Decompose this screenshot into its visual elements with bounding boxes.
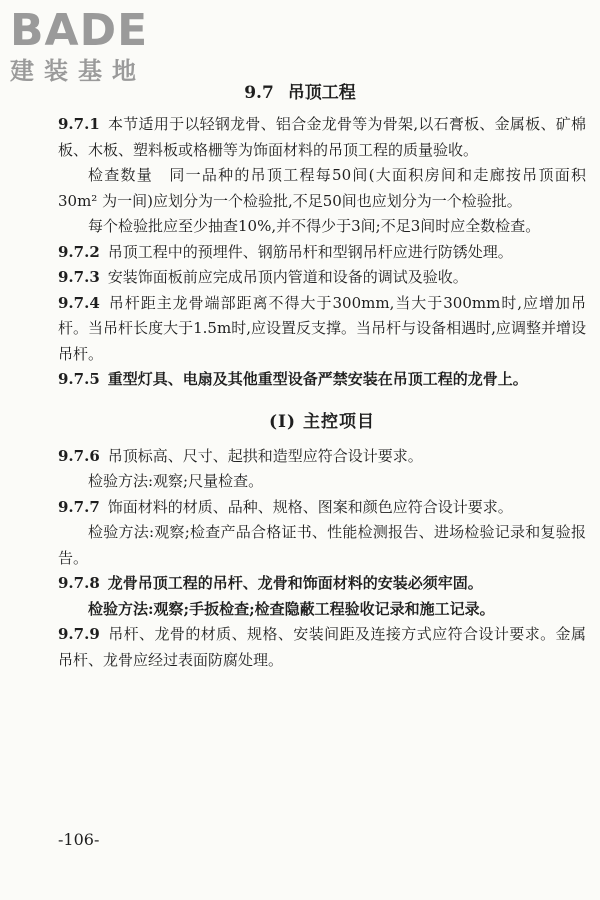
clause-9-7-7	[58, 495, 586, 521]
clause-number: 9.7.5	[58, 370, 100, 388]
section-title	[0, 78, 600, 103]
clause-9-7-4	[58, 291, 586, 368]
clause-text: 吊顶标高、尺寸、起拱和造型应符合设计要求。	[107, 446, 423, 465]
main-control-heading: (Ⅰ) 主控项目	[269, 411, 375, 432]
clause-9-7-8	[58, 571, 586, 597]
clause-text: 重型灯具、电扇及其他重型设备严禁安装在吊顶工程的龙骨上。	[107, 370, 528, 388]
clause-text: 吊顶工程中的预埋件、钢筋吊杆和型钢吊杆应进行防锈处理。	[107, 242, 513, 261]
clause-number: 9.7.4	[58, 293, 100, 312]
inspection-method	[58, 597, 586, 623]
section-number: 9.7	[244, 83, 274, 103]
clause-9-7-1	[58, 112, 586, 163]
inspection-method	[58, 520, 586, 571]
clause-number: 9.7.7	[58, 497, 100, 516]
clause-number: 9.7.9	[58, 625, 100, 643]
clause-9-7-9	[58, 622, 586, 673]
clause-text: 吊杆距主龙骨端部距离不得大于300mm,当大于300mm时,应增加吊杆。当吊杆长度大于1.5m时,应设置反支撑。当吊杆与设备相遇时,应调整并增设吊杆。	[58, 293, 586, 363]
clause-9-7-6	[58, 444, 586, 470]
clause-number: 9.7.2	[58, 242, 100, 261]
clause-text: 检验方法:观察;手扳检查;检查隐蔽工程验收记录和施工记录。	[88, 599, 495, 618]
clause-text: 安装饰面板前应完成吊顶内管道和设备的调试及验收。	[107, 268, 468, 286]
clause-number: 9.7.1	[58, 115, 100, 133]
clause-text: 吊杆、龙骨的材质、规格、安装间距及连接方式应符合设计要求。金属吊杆、龙骨应经过表面防腐处理。	[58, 625, 586, 669]
clause-9-7-5	[58, 367, 586, 393]
clause-text: 检验方法:观察;检查产品合格证书、性能检测报告、进场检验记录和复验报告。	[58, 523, 586, 567]
clause-text: 饰面材料的材质、品种、规格、图案和颜色应符合设计要求。	[107, 497, 513, 516]
inspection-quantity	[58, 163, 586, 214]
clause-number: 9.7.3	[58, 268, 100, 286]
clause-number: 9.7.6	[58, 446, 100, 465]
page-content	[58, 112, 586, 673]
clause-text: 检查数量 同一品种的吊顶工程每50间(大面积房间和走廊按吊顶面积30m² 为一间)应划分为一个检验批,不足50间也应划分为一个检验批。	[58, 166, 586, 210]
clause-text: 龙骨吊顶工程的吊杆、龙骨和饰面材料的安装必须牢固。	[107, 574, 483, 592]
clause-text: 本节适用于以轻钢龙骨、铝合金龙骨等为骨架,以石膏板、金属板、矿棉板、木板、塑料板或格栅等为饰面材料的吊顶工程的质量验收。	[58, 115, 586, 159]
clause-text: 每个检验批应至少抽查10%,并不得少于3间;不足3间时应全数检查。	[88, 217, 541, 235]
section-title-text: 吊顶工程	[287, 83, 356, 103]
logo-subtitle: 建装基地	[10, 57, 146, 85]
clause-9-7-2	[58, 240, 586, 266]
clause-text: 检验方法:观察;尺量检查。	[88, 472, 264, 490]
watermark-logo	[10, 5, 149, 86]
clause-number: 9.7.8	[58, 574, 100, 592]
inspection-method	[58, 469, 586, 495]
logo-word: BADE	[10, 5, 149, 56]
clause-9-7-3	[58, 265, 586, 291]
page-number: -106-	[58, 830, 100, 849]
sampling-rule	[58, 214, 586, 240]
